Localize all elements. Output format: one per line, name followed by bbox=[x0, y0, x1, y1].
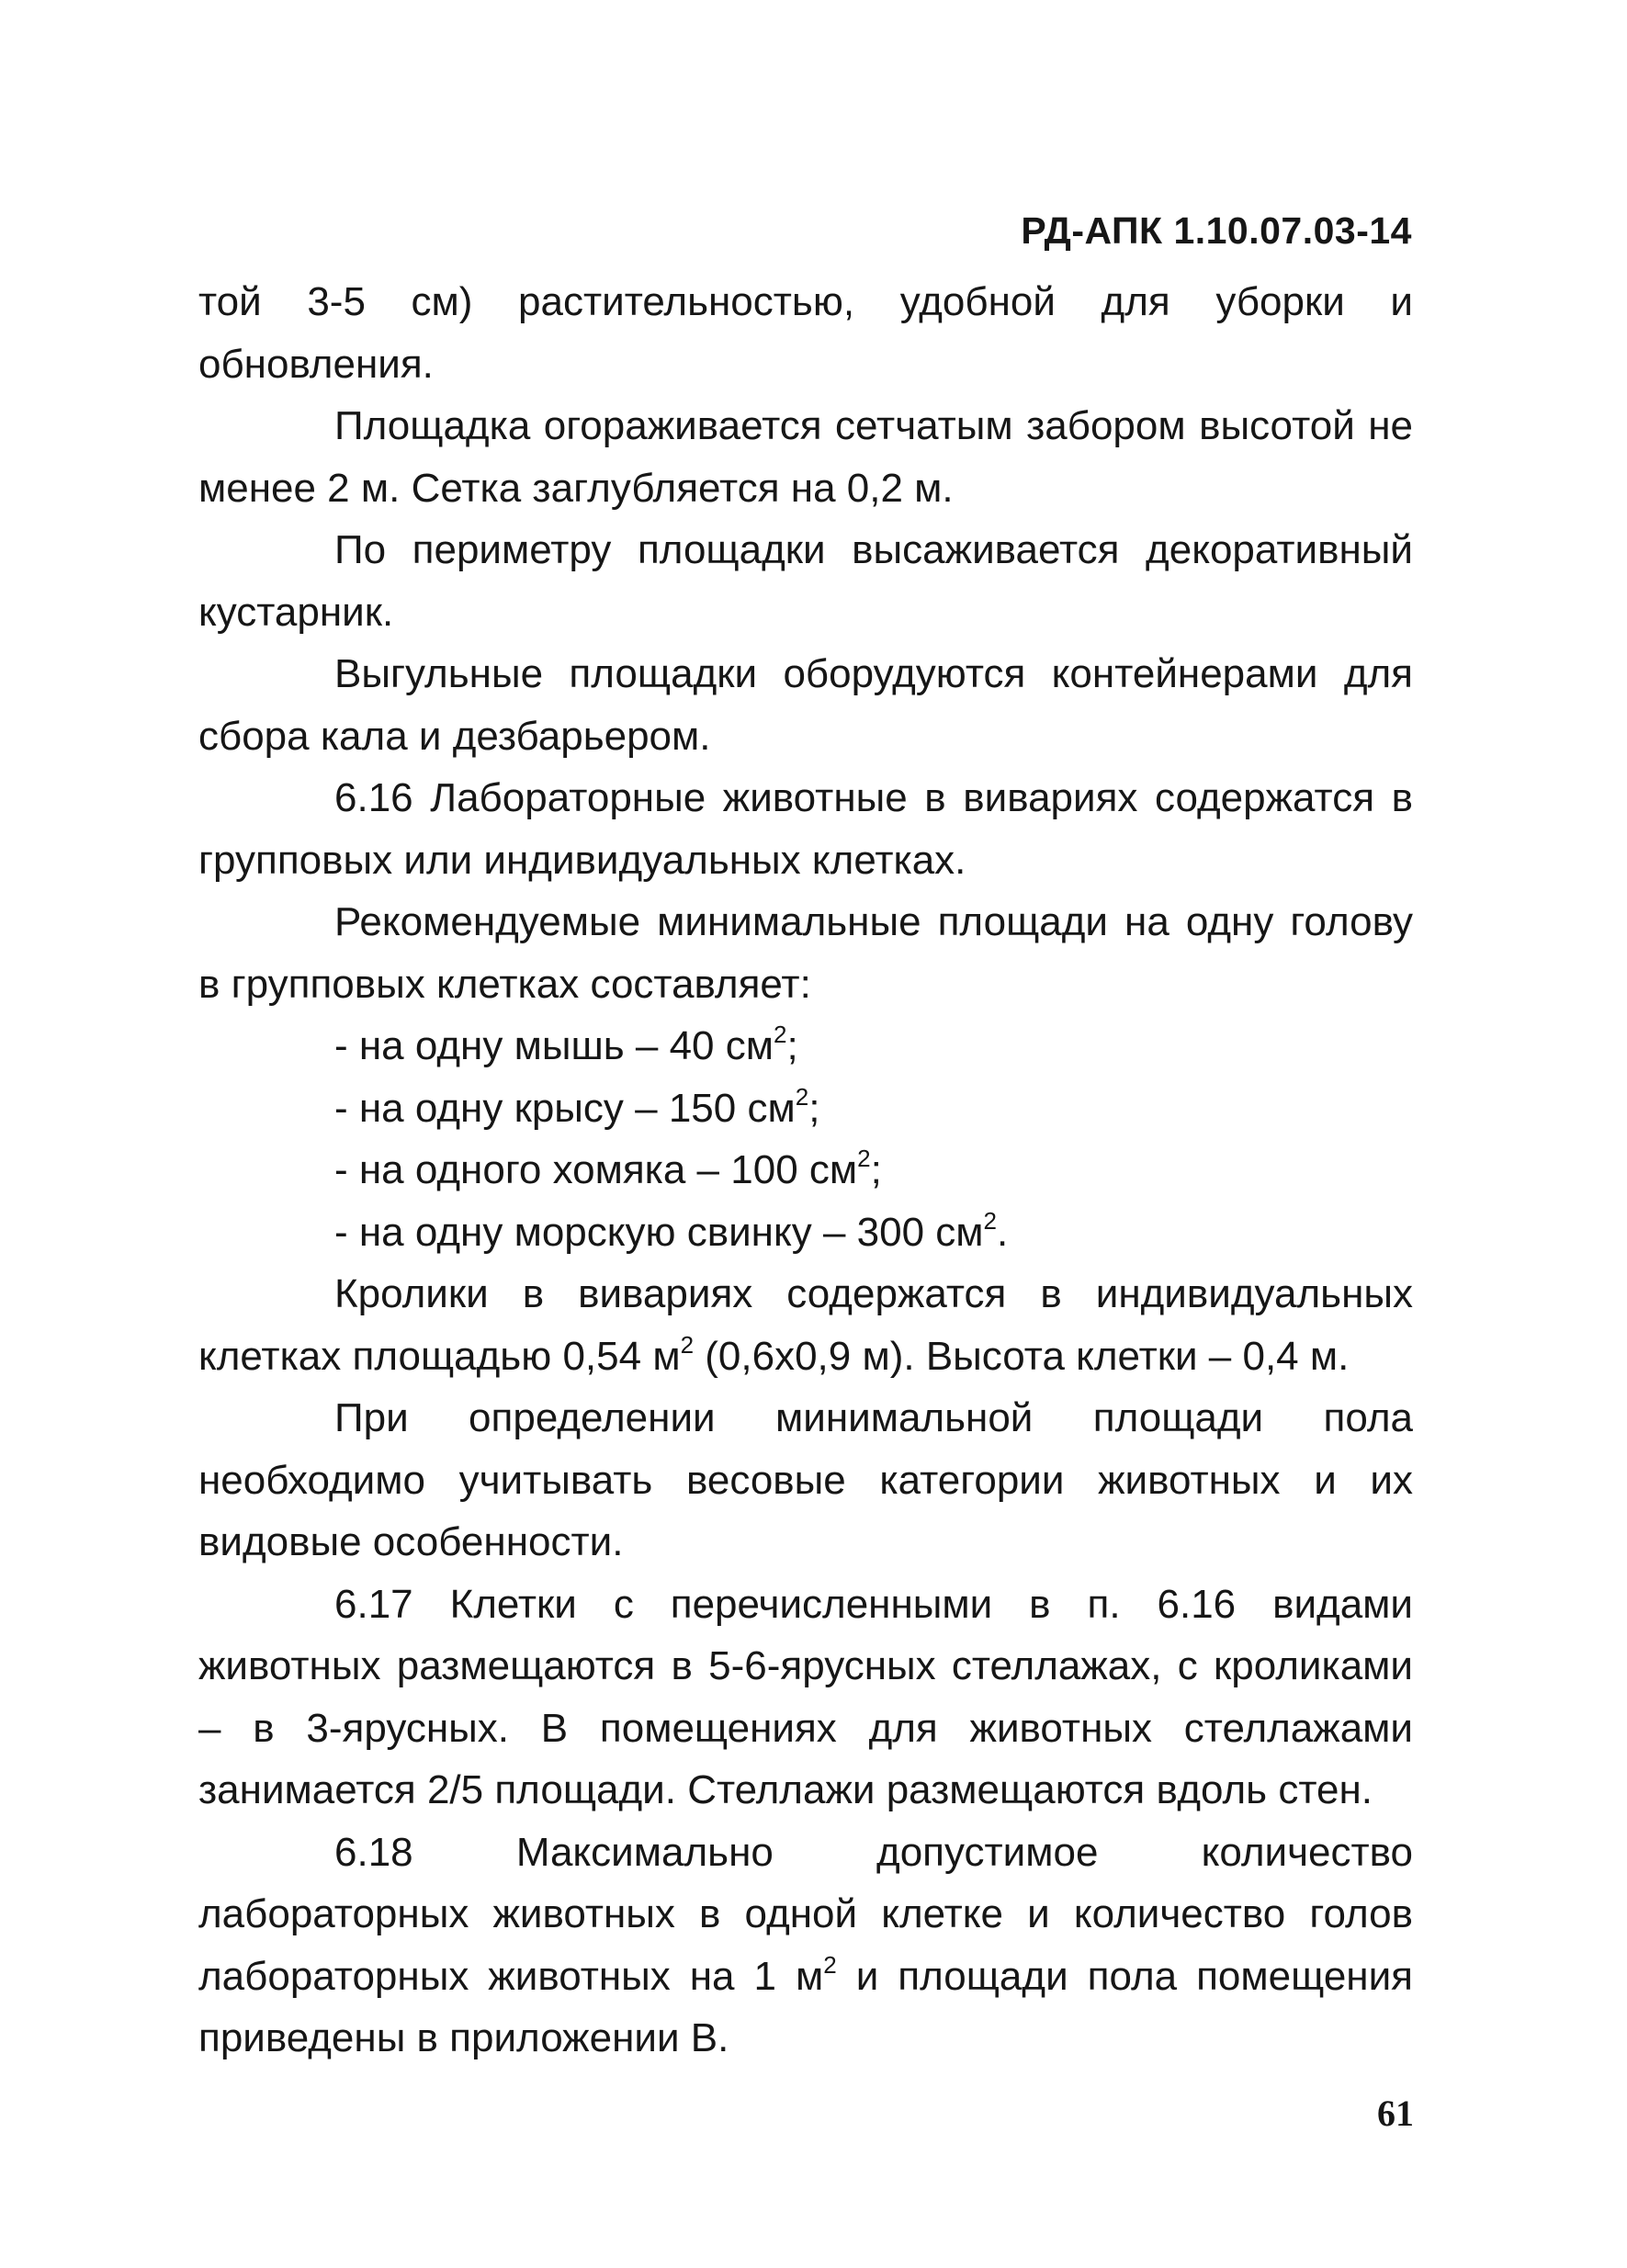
list-item-mouse: - на одну мышь – 40 $см^2$; bbox=[334, 1021, 798, 1068]
list-item-guinea-pig: - на одну морскую свинку – 300 $см^2$. bbox=[334, 1206, 1009, 1255]
paragraph-containers: Выгульные площадки оборудуются контейнерами для сбора кала и дезбарьером. bbox=[198, 651, 1413, 759]
paragraph-floor-area: При определении минимальной площади пола необходимо учитывать весовые категории животных и их видовые особенности. bbox=[198, 1395, 1413, 1564]
paragraph-fence: Площадка огораживается сетчатым забором высотой не менее 2 м. Сетка заглубляется на 0,2 м. bbox=[198, 403, 1413, 511]
paragraph-recommended-areas: Рекомендуемые минимальные площади на одну голову в групповых клетках составляет: bbox=[198, 899, 1413, 1007]
list-item-hamster: - на одного хомяка – 100 $см^2$; bbox=[334, 1145, 882, 1192]
page-number: 61 bbox=[1377, 2093, 1414, 2134]
paragraph-6-18: 6.18 Максимально допустимое количество лабораторных животных в одной клетке и количество голов лабораторных животных на 1 $м^2$ и площади пола помещения приведены в приложении В. bbox=[198, 1829, 1413, 2060]
paragraph-6-16: 6.16 Лабораторные животные в вивариях содержатся в групповых или индивидуальных клетках. bbox=[198, 775, 1413, 883]
document-body bbox=[198, 271, 1413, 2070]
document-code-header: РД-АПК 1.10.07.03-14 bbox=[1021, 209, 1412, 252]
paragraph-continuation: той 3-5 см) растительностью, удобной для уборки и обновления. bbox=[198, 279, 1413, 387]
list-item-rat: - на одну крысу – 150 $см^2$; bbox=[334, 1082, 820, 1131]
paragraph-6-17: 6.17 Клетки с перечисленными в п. 6.16 видами животных размещаются в 5-6-ярусных стеллажах, с кроликами – в 3-ярусных. В помещениях для животных стеллажами занимается 2/5 площади. Стеллажи размещаются вдоль стен. bbox=[198, 1581, 1413, 1812]
paragraph-rabbits: Кролики в вивариях содержатся в индивидуальных клетках площадью 0,54 $м^2$ (0,6х0,9 м). Высота клетки – 0,4 м. bbox=[198, 1271, 1413, 1379]
paragraph-shrubs: По периметру площадки высаживается декоративный кустарник. bbox=[198, 527, 1413, 635]
